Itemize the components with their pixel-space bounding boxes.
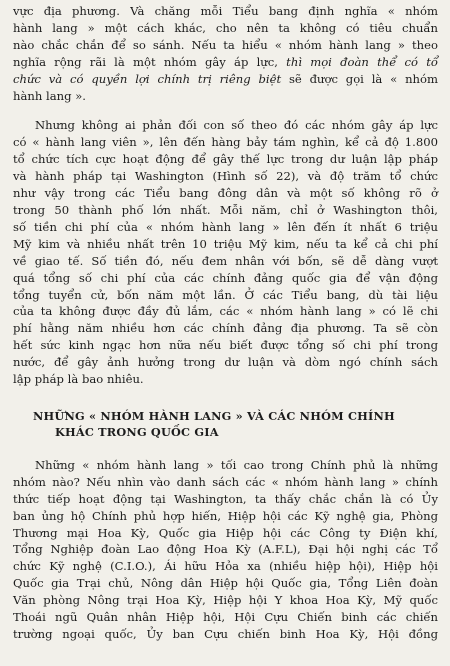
text-line: Tổng Nghiệp đoàn Lao động Hoa Kỳ (A.F.L), Đại hội nghị các Tổ: [13, 542, 438, 557]
text-line: tổng tuyển cử, bốn năm một lần. Ở các Tiểu bang, dù tài liệu: [13, 287, 438, 302]
text-line: nhóm nào? Nếu nhìn vào danh sách các « nhóm hành lang » chính: [13, 474, 438, 489]
section-heading-line: KHÁC TRONG QUỐC GIA: [55, 425, 219, 440]
section-heading: [13, 408, 438, 441]
section-gap: [13, 441, 438, 457]
text-span: sẽ được gọi là « nhóm: [281, 71, 439, 86]
text-line: chức Kỹ nghệ (C.I.O.), Ái hữu Hỏa xa (nhiều hiệp hội), Hiệp hội: [13, 559, 438, 574]
text-line: số tiền chi phí của « nhóm hành lang » lên đến ít nhất 6 triệu: [13, 219, 438, 234]
text-line: hết sức kinh ngạc hơn nữa nếu biết được tổng số chi phí trong: [13, 338, 438, 353]
text-line: Những « nhóm hành lang » tối cao trong Chính phủ là những: [35, 457, 438, 472]
text-line: ban ủng hộ Chính phủ hợp hiến, Hiệp hội các Kỹ nghệ gia, Phòng: [13, 508, 438, 523]
text-line: có « hành lang viên », lên đến hàng bảy tám nghìn, kể cả độ 1.800: [13, 135, 438, 150]
text-line: và hành pháp tại Washington (Hình số 22), và độ trăm tổ chức: [13, 169, 438, 184]
text-line: [13, 71, 438, 88]
text-line: [13, 54, 438, 71]
text-span: nghĩa rộng rãi là một nhóm gây áp lực,: [13, 54, 278, 69]
text-line: vực địa phương. Và chăng mỗi Tiểu bang định nghĩa « nhóm: [13, 4, 438, 18]
text-line: thức tiếp hoạt động tại Washington, ta thấy chắc chắn là có Ủy: [13, 491, 438, 506]
text-line: Thoái ngũ Quân nhân Hiệp hội, Hội Cựu Chiến binh các chiến: [13, 610, 438, 625]
text-line: hành lang ».: [13, 88, 86, 103]
text-line: Mỹ kim và nhiều nhất trên 10 triệu Mỹ kim, nếu ta kể cả chi phí: [13, 236, 438, 251]
text-line: Nhưng không ai phản đối con số theo đó các nhóm gây áp lực: [35, 118, 438, 133]
text-line: về giao tế. Số tiền đó, nếu đem nhân với bốn, sẽ dễ dàng vượt: [13, 253, 438, 268]
text-line: quá tổng số chi phí của các chính đảng quốc gia để vận động: [13, 270, 438, 285]
text-line: trường ngoại quốc, Ủy ban Cựu chiến binh Hoa Kỳ, Hội đồng: [13, 627, 438, 641]
text-line: tổ chức tích cực hoạt động để gây thế lực trong dư luận lập pháp: [13, 152, 438, 167]
text-line: Thương mại Hoa Kỳ, Quốc gia Hiệp hội các Công ty Điện khí,: [13, 525, 438, 540]
text-line: lập pháp là bao nhiêu.: [13, 372, 144, 387]
text-line: Văn phòng Nông trại Hoa Kỳ, Hiệp hội Y khoa Hoa Kỳ, Mỹ quốc: [13, 593, 438, 608]
text-line: nước, để gây ảnh hưởng trong dư luận và dòm ngó chính sách: [13, 355, 438, 370]
text-line: Quốc gia Trại chủ, Nông dân Hiệp hội Quốc gia, Tổng Liên đoàn: [13, 576, 438, 591]
section-gap: [13, 388, 438, 408]
text-line: nào chắc chắn để so sánh. Nếu ta hiểu « nhóm hành lang » theo: [13, 37, 438, 52]
italic-span: chức và có quyền lợi chính trị riêng biệt: [13, 71, 282, 86]
paragraph-1: [13, 3, 438, 104]
italic-span: thì mọi đoàn thể có tổ: [277, 54, 438, 69]
text-line: của ta không được đầy đủ lắm, các « nhóm hành lang » có lẽ chi: [13, 304, 438, 319]
text-line: phí hằng năm nhiều hơn các chính đảng địa phương. Ta sẽ còn: [13, 321, 438, 336]
paragraph-3: [13, 457, 438, 643]
text-line: hành lang » một cách khác, cho nên ta không có tiêu chuẩn: [13, 20, 438, 35]
paragraph-2: [13, 117, 438, 388]
paragraph-gap: [13, 104, 438, 117]
section-heading-line: NHỮNG « NHÓM HÀNH LANG » VÀ CÁC NHÓM CHÍNH: [33, 408, 395, 423]
text-line: như vậy trong các Tiểu bang đông dân và một số không rõ ở: [13, 186, 438, 201]
text-line: trong 50 thành phố lớn nhất. Mỗi năm, chỉ ở Washington thôi,: [13, 202, 438, 217]
